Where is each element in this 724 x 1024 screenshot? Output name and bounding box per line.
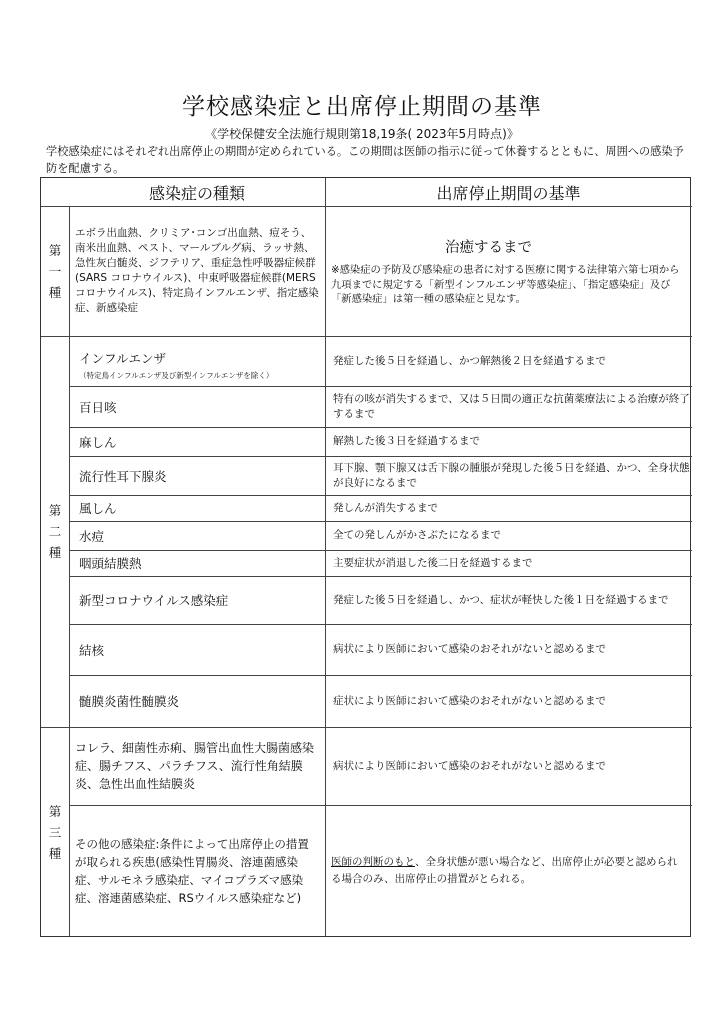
- class1-diseases: エボラ出血熱、クリミア･コンゴ出血熱、痘そう、南米出血熱、ペスト、マールブルグ病、ラッサ熱、急性灰白髄炎、ジフテリア、重症急性呼吸器症候群(SARS コロナウイルス)、中東呼吸器症候群(MERS コロナウイルス)、特定鳥インフルエンザ、指定感染症、新感染症: [75, 227, 319, 314]
- disease-influenza: [69, 336, 325, 386]
- class3-other-diseases: その他の感染症:条件によって出席停止の措置が取られる疾患(感染性胃腸炎、溶連菌感染症、サルモネラ感染症、マイコプラズマ感染症、溶連菌感染症、RSウイルス感染症など): [75, 837, 309, 905]
- disease-note: （特定鳥インフルエンザ及び新型インフルエンザを除く）: [79, 371, 274, 380]
- disease-tuberculosis: 結核: [79, 642, 105, 658]
- period-varicella: 全ての発しんがかさぶたになるまで: [333, 529, 501, 541]
- class1-note: ※感染症の予防及び感染症の患者に対する医療に関する法律第六第七項から九項までに規定する「新型インフルエンザ等感染症」、「指定感染症」及び「新感染症」は第一種の感染症と見なす。: [331, 264, 680, 305]
- disease-rubella: 風しん: [79, 501, 117, 516]
- class1-period-cell: [325, 206, 692, 336]
- class1-label: 第一種: [48, 242, 62, 300]
- disease-pertussis: 百日咳: [79, 399, 117, 415]
- class1-period: 治癒するまで: [445, 240, 532, 256]
- period-tuberculosis: 病状により医師において感染のおそれがないと認めるまで: [333, 643, 606, 655]
- disease-pharyngoconjunctival-fever: 咽頭結膜熱: [79, 556, 142, 571]
- infection-table: [40, 177, 691, 937]
- class2-label: 第二種: [48, 503, 62, 560]
- page-subtitle: 《学校保健安全法施行規則第18,19条( 2023年5月時点)》: [205, 127, 519, 141]
- header-disease: 感染症の種類: [148, 183, 245, 203]
- disease-meningococcal-meningitis: 髄膜炎菌性髄膜炎: [79, 694, 180, 709]
- disease-measles: 麻しん: [79, 434, 117, 450]
- period-mumps: 耳下腺、顎下腺又は舌下腺の腫脹が発現した後５日を経過、かつ、全身状態が良好になるまで: [333, 461, 690, 489]
- period-rubella: 発しんが消失するまで: [333, 501, 438, 514]
- period-pertussis: 特有の咳が消失するまで、又は５日間の適正な抗菌薬療法による治療が終了するまで: [333, 392, 690, 420]
- intro-text: 学校感染症にはそれぞれ出席停止の期間が定められている。この期間は医師の指示に従って休養するとともに、周囲への感染予防を配慮する。: [46, 145, 684, 175]
- class3-other-period: [325, 805, 692, 937]
- class3-period: 病状により医師において感染のおそれがないと認めるまで: [333, 759, 606, 772]
- disease-varicella: 水痘: [79, 528, 105, 544]
- period-covid19: 発症した後５日を経過し、かつ、症状が軽快した後１日を経過するまで: [333, 593, 669, 606]
- period-measles: 解熱した後３日を経過するまで: [333, 435, 480, 447]
- period-meningococcal-meningitis: 症状により医師において感染のおそれがないと認めるまで: [333, 694, 606, 707]
- period-influenza: 発症した後５日を経過し、かつ解熱後２日を経過するまで: [333, 354, 606, 367]
- header-period: 出席停止期間の基準: [436, 183, 581, 203]
- doctor-judgement: 医師の判断のもと: [331, 856, 415, 868]
- disease-mumps: 流行性耳下腺炎: [79, 468, 167, 484]
- class3-other-period-text: 、全身状態が悪い場合など、出席停止が必要と認められる場合のみ、出席停止の措置がとられる。: [331, 856, 678, 885]
- class3-label: 第三種: [48, 803, 62, 861]
- disease-name: インフルエンザ: [79, 351, 167, 366]
- disease-covid19: 新型コロナウイルス感染症: [79, 593, 229, 608]
- class3-diseases: コレラ、細菌性赤痢、腸管出血性大腸菌感染症、腸チフス、パラチフス、流行性角結膜炎、急性出血性結膜炎: [75, 741, 315, 791]
- period-pharyngoconjunctival-fever: 主要症状が消退した後二日を経過するまで: [333, 556, 533, 569]
- page-title: 学校感染症と出席停止期間の基準: [182, 94, 542, 120]
